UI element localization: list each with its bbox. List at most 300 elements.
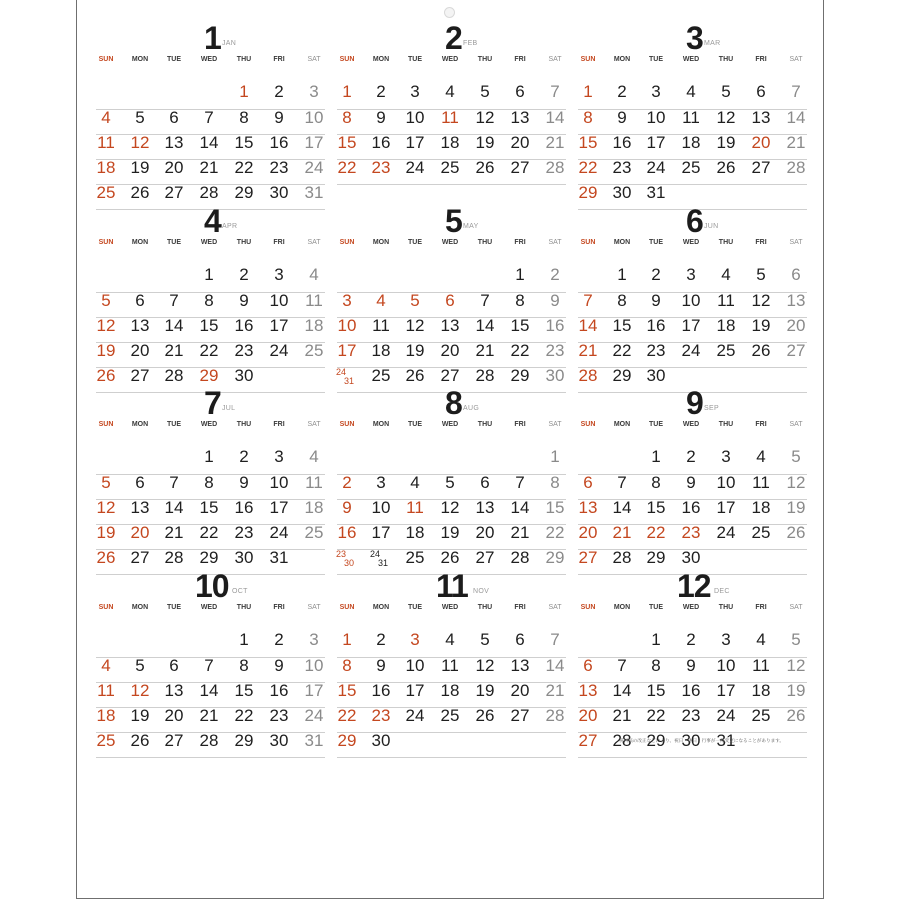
day-cell: 26 — [405, 366, 425, 385]
day-cell: 15 — [337, 133, 357, 152]
day-cell: 7 — [791, 82, 801, 101]
day-cell: 14 — [510, 498, 530, 517]
month-name: NOV — [473, 588, 490, 595]
day-cell: 6 — [445, 291, 455, 310]
day-cell: 14 — [164, 498, 184, 517]
day-cell: 9 — [274, 656, 284, 675]
day-cell: 8 — [651, 656, 661, 675]
month-name: JUL — [222, 405, 236, 412]
day-cell: 14 — [164, 316, 184, 335]
day-cell: 26 — [440, 548, 460, 567]
day-cell: 19 — [475, 133, 495, 152]
day-cell: 19 — [716, 133, 736, 152]
month-name: AUG — [463, 405, 480, 412]
month-feb — [337, 22, 568, 202]
day-cell: 17 — [269, 316, 289, 335]
weekday-label-thu: THU — [718, 56, 734, 63]
day-cell: 12 — [786, 473, 806, 492]
weekday-label-fri: FRI — [514, 239, 526, 246]
day-cell: 30 — [269, 183, 289, 202]
day-cell: 1 — [617, 265, 627, 284]
week-divider — [96, 367, 325, 368]
weekday-label-mon: MON — [372, 421, 390, 428]
day-cell: 16 — [337, 523, 357, 542]
day-cell: 3 — [686, 265, 696, 284]
day-cell: 15 — [646, 498, 666, 517]
month-jun — [578, 205, 809, 385]
day-cell: 6 — [135, 473, 145, 492]
day-cell: 24 — [716, 523, 736, 542]
day-number: 31 — [378, 558, 389, 568]
day-cell: 14 — [545, 656, 565, 675]
week-divider — [96, 109, 325, 110]
day-cell: 25 — [371, 366, 391, 385]
day-cell: 14 — [199, 133, 219, 152]
day-cell: 3 — [410, 82, 420, 101]
day-cell: 14 — [612, 681, 632, 700]
day-cell: 12 — [716, 108, 736, 127]
day-cell: 6 — [583, 656, 593, 675]
day-cell: 8 — [651, 473, 661, 492]
day-cell: 17 — [371, 523, 391, 542]
month-header — [337, 22, 568, 54]
weekday-label-tue: TUE — [167, 604, 181, 611]
day-cell: 10 — [405, 108, 425, 127]
day-cell: 18 — [405, 523, 425, 542]
day-cell: 21 — [545, 133, 565, 152]
weekday-label-tue: TUE — [649, 56, 663, 63]
month-mar — [578, 22, 809, 202]
weekday-label-sat: SAT — [548, 239, 562, 246]
day-cell: 30 — [234, 366, 254, 385]
day-cell: 23 — [612, 158, 632, 177]
day-cell: 10 — [681, 291, 701, 310]
day-cell: 8 — [550, 473, 560, 492]
day-cell: 6 — [791, 265, 801, 284]
day-cell: 14 — [612, 498, 632, 517]
weekday-label-mon: MON — [131, 421, 149, 428]
week-divider — [578, 317, 807, 318]
day-cell: 23 — [234, 523, 254, 542]
day-cell: 28 — [786, 158, 806, 177]
weekday-label-thu: THU — [718, 421, 734, 428]
day-cell: 11 — [305, 291, 323, 310]
day-cell: 14 — [199, 681, 219, 700]
weekday-label-sat: SAT — [307, 421, 321, 428]
day-cell: 2 — [274, 82, 284, 101]
day-cell: 29 — [646, 548, 666, 567]
hanging-hole — [444, 7, 455, 18]
day-cell: 28 — [612, 731, 632, 750]
week-divider — [337, 292, 566, 293]
month-number: 8 — [445, 385, 462, 421]
day-cell: 5 — [791, 630, 801, 649]
day-cell: 3 — [376, 473, 386, 492]
day-cell: 10 — [646, 108, 666, 127]
week-divider — [96, 732, 325, 733]
day-cell: 25 — [440, 706, 460, 725]
day-number: 24 — [336, 367, 347, 377]
day-cell: 3 — [721, 630, 731, 649]
day-cell: 20 — [475, 523, 495, 542]
day-cell: 25 — [716, 341, 736, 360]
day-cell: 7 — [480, 291, 490, 310]
month-jul — [96, 387, 327, 567]
day-cell: 16 — [681, 498, 701, 517]
day-cell: 27 — [751, 158, 771, 177]
week-divider — [337, 499, 566, 500]
month-name: OCT — [232, 588, 248, 595]
day-cell: 20 — [578, 523, 598, 542]
weekday-label-sat: SAT — [548, 56, 562, 63]
day-cell: 22 — [337, 706, 357, 725]
day-cell: 15 — [510, 316, 530, 335]
day-cell: 25 — [304, 341, 324, 360]
day-cell: 28 — [510, 548, 530, 567]
month-jan — [96, 22, 327, 202]
month-name: JUN — [704, 223, 719, 230]
day-cell: 3 — [309, 630, 319, 649]
day-cell: 28 — [164, 366, 184, 385]
day-cell: 17 — [646, 133, 666, 152]
day-cell: 21 — [545, 681, 565, 700]
day-cell-shared — [336, 548, 358, 570]
month-header — [96, 205, 327, 237]
day-cell: 5 — [135, 656, 145, 675]
week-divider — [337, 732, 566, 733]
day-cell: 25 — [440, 158, 460, 177]
day-cell: 13 — [440, 316, 460, 335]
day-cell: 16 — [371, 133, 391, 152]
day-cell: 29 — [578, 183, 598, 202]
day-cell: 4 — [721, 265, 731, 284]
day-cell: 10 — [716, 656, 736, 675]
day-cell: 18 — [751, 681, 771, 700]
day-cell: 23 — [269, 706, 289, 725]
week-divider — [578, 757, 807, 758]
day-cell: 26 — [96, 366, 116, 385]
day-cell: 14 — [545, 108, 565, 127]
day-cell: 24 — [405, 158, 425, 177]
day-cell: 10 — [304, 656, 324, 675]
weekday-label-thu: THU — [477, 421, 493, 428]
weekday-label-wed: WED — [441, 56, 459, 63]
day-cell: 8 — [239, 656, 249, 675]
day-cell: 12 — [130, 681, 150, 700]
day-cell: 19 — [130, 706, 150, 725]
day-cell: 1 — [342, 82, 352, 101]
weekday-label-fri: FRI — [273, 421, 285, 428]
day-cell: 8 — [617, 291, 627, 310]
day-cell: 4 — [410, 473, 420, 492]
day-cell: 22 — [510, 341, 530, 360]
day-cell: 2 — [342, 473, 352, 492]
day-cell: 11 — [97, 133, 115, 152]
day-cell: 6 — [515, 630, 525, 649]
day-cell: 27 — [510, 706, 530, 725]
day-cell: 30 — [545, 366, 565, 385]
day-cell: 3 — [309, 82, 319, 101]
day-cell: 5 — [480, 82, 490, 101]
weekday-label-wed: WED — [441, 239, 459, 246]
week-divider — [578, 549, 807, 550]
day-cell: 24 — [304, 158, 324, 177]
month-header — [96, 387, 327, 419]
day-cell: 19 — [96, 523, 116, 542]
week-divider — [337, 474, 566, 475]
weekday-label-sun: SUN — [339, 421, 355, 428]
weekday-label-mon: MON — [372, 56, 390, 63]
weekday-label-sun: SUN — [339, 604, 355, 611]
day-cell: 12 — [475, 656, 495, 675]
day-cell: 22 — [646, 706, 666, 725]
day-cell: 1 — [515, 265, 525, 284]
day-cell: 7 — [204, 656, 214, 675]
weekday-label-tue: TUE — [408, 239, 422, 246]
day-cell: 26 — [751, 341, 771, 360]
day-cell: 21 — [475, 341, 495, 360]
day-number: 23 — [336, 549, 347, 559]
day-cell: 9 — [376, 656, 386, 675]
day-cell: 21 — [199, 706, 219, 725]
day-cell: 9 — [376, 108, 386, 127]
holiday-footnote: 祝日法の改正などにより、祝日・休日・行事が一部変更になることがあります。 — [619, 738, 785, 743]
day-cell: 7 — [204, 108, 214, 127]
day-cell: 25 — [96, 183, 116, 202]
week-divider — [96, 524, 325, 525]
day-cell: 16 — [681, 681, 701, 700]
day-cell: 19 — [440, 523, 460, 542]
weekday-label-sun: SUN — [98, 421, 114, 428]
weekday-label-sat: SAT — [789, 604, 803, 611]
day-cell: 28 — [545, 158, 565, 177]
day-cell: 14 — [475, 316, 495, 335]
day-cell: 11 — [717, 291, 735, 310]
day-cell: 6 — [480, 473, 490, 492]
day-cell: 28 — [164, 548, 184, 567]
day-cell: 19 — [96, 341, 116, 360]
month-oct — [96, 570, 327, 750]
month-name: JAN — [222, 40, 237, 47]
day-cell: 2 — [617, 82, 627, 101]
day-cell: 16 — [646, 316, 666, 335]
week-divider — [96, 549, 325, 550]
day-cell: 11 — [305, 473, 323, 492]
day-cell: 11 — [441, 108, 459, 127]
week-divider — [96, 184, 325, 185]
day-cell: 4 — [101, 108, 111, 127]
weekday-label-sat: SAT — [789, 56, 803, 63]
weekday-label-fri: FRI — [514, 421, 526, 428]
day-cell: 4 — [309, 265, 319, 284]
day-cell: 2 — [651, 265, 661, 284]
week-divider — [578, 524, 807, 525]
week-divider — [337, 682, 566, 683]
month-number: 5 — [445, 203, 462, 239]
month-number: 11 — [436, 568, 468, 604]
day-cell: 3 — [274, 265, 284, 284]
day-cell: 5 — [410, 291, 420, 310]
day-cell: 7 — [515, 473, 525, 492]
day-cell: 2 — [274, 630, 284, 649]
month-number: 3 — [686, 20, 703, 56]
day-cell: 7 — [550, 630, 560, 649]
day-cell: 21 — [578, 341, 598, 360]
day-cell: 16 — [269, 681, 289, 700]
day-cell: 18 — [440, 133, 460, 152]
day-cell: 27 — [578, 731, 598, 750]
day-cell: 18 — [304, 498, 324, 517]
day-cell: 1 — [583, 82, 593, 101]
day-cell: 15 — [337, 681, 357, 700]
day-cell: 5 — [135, 108, 145, 127]
day-cell: 3 — [721, 447, 731, 466]
weekday-label-sat: SAT — [307, 56, 321, 63]
day-cell: 10 — [405, 656, 425, 675]
day-cell: 24 — [269, 341, 289, 360]
day-cell: 13 — [786, 291, 806, 310]
day-cell: 28 — [199, 183, 219, 202]
weekday-label-sun: SUN — [339, 239, 355, 246]
week-divider — [337, 367, 566, 368]
day-cell: 17 — [716, 498, 736, 517]
week-divider — [578, 292, 807, 293]
weekday-label-tue: TUE — [408, 421, 422, 428]
weekday-label-fri: FRI — [273, 604, 285, 611]
day-cell: 11 — [752, 473, 770, 492]
day-cell: 21 — [786, 133, 806, 152]
month-name: APR — [222, 223, 238, 230]
weekday-label-fri: FRI — [755, 56, 767, 63]
day-cell: 6 — [583, 473, 593, 492]
day-cell: 12 — [96, 498, 116, 517]
day-cell: 1 — [550, 447, 560, 466]
weekday-label-sun: SUN — [580, 604, 596, 611]
day-cell: 28 — [578, 366, 598, 385]
week-divider — [578, 342, 807, 343]
day-cell: 2 — [376, 82, 386, 101]
day-cell: 30 — [234, 548, 254, 567]
day-cell: 18 — [751, 498, 771, 517]
month-number: 2 — [445, 20, 462, 56]
month-number: 6 — [686, 203, 703, 239]
day-cell: 29 — [199, 366, 219, 385]
weekday-label-mon: MON — [613, 56, 631, 63]
day-cell: 18 — [371, 341, 391, 360]
week-divider — [578, 657, 807, 658]
weekday-label-mon: MON — [613, 604, 631, 611]
day-cell: 23 — [371, 706, 391, 725]
month-name: MAY — [463, 223, 479, 230]
day-cell: 17 — [304, 681, 324, 700]
day-cell: 22 — [234, 158, 254, 177]
weekday-label-sat: SAT — [307, 239, 321, 246]
weekday-label-thu: THU — [236, 421, 252, 428]
day-cell: 27 — [475, 548, 495, 567]
day-cell: 16 — [269, 133, 289, 152]
day-cell: 7 — [617, 656, 627, 675]
day-cell: 6 — [756, 82, 766, 101]
day-cell: 15 — [234, 133, 254, 152]
weekday-label-mon: MON — [372, 604, 390, 611]
week-divider — [337, 159, 566, 160]
week-divider — [96, 474, 325, 475]
day-cell: 13 — [164, 133, 184, 152]
day-cell: 14 — [786, 108, 806, 127]
day-cell: 12 — [130, 133, 150, 152]
weekday-label-sun: SUN — [580, 421, 596, 428]
day-cell: 15 — [234, 681, 254, 700]
day-cell: 25 — [405, 548, 425, 567]
weekday-label-fri: FRI — [273, 239, 285, 246]
day-cell: 15 — [199, 316, 219, 335]
day-cell: 9 — [686, 473, 696, 492]
day-cell: 30 — [612, 183, 632, 202]
day-cell: 7 — [169, 291, 179, 310]
day-cell: 9 — [342, 498, 352, 517]
day-cell: 28 — [612, 548, 632, 567]
month-header — [337, 387, 568, 419]
day-cell: 28 — [199, 731, 219, 750]
day-cell: 17 — [304, 133, 324, 152]
weekday-label-wed: WED — [200, 56, 218, 63]
day-cell: 20 — [751, 133, 771, 152]
day-cell: 5 — [791, 447, 801, 466]
day-cell: 28 — [475, 366, 495, 385]
month-header — [337, 205, 568, 237]
week-divider — [578, 159, 807, 160]
day-cell: 8 — [342, 108, 352, 127]
day-cell: 19 — [405, 341, 425, 360]
day-cell: 1 — [342, 630, 352, 649]
day-cell: 4 — [309, 447, 319, 466]
day-cell: 2 — [686, 630, 696, 649]
weekday-label-thu: THU — [236, 56, 252, 63]
weekday-label-wed: WED — [441, 421, 459, 428]
day-cell: 29 — [510, 366, 530, 385]
weekday-label-thu: THU — [718, 604, 734, 611]
day-cell: 11 — [97, 681, 115, 700]
day-cell: 10 — [304, 108, 324, 127]
week-divider — [578, 367, 807, 368]
day-cell: 28 — [545, 706, 565, 725]
day-cell: 25 — [96, 731, 116, 750]
day-cell: 22 — [199, 341, 219, 360]
day-cell: 20 — [578, 706, 598, 725]
day-cell: 31 — [716, 731, 736, 750]
day-cell: 2 — [686, 447, 696, 466]
day-cell: 12 — [751, 291, 771, 310]
day-cell: 9 — [274, 108, 284, 127]
month-name: DEC — [714, 588, 730, 595]
day-cell: 27 — [440, 366, 460, 385]
day-cell: 26 — [130, 183, 150, 202]
day-cell: 9 — [617, 108, 627, 127]
day-cell: 23 — [234, 341, 254, 360]
day-cell: 6 — [169, 656, 179, 675]
day-cell: 8 — [515, 291, 525, 310]
day-cell: 29 — [612, 366, 632, 385]
month-number: 7 — [204, 385, 221, 421]
day-cell: 27 — [130, 366, 150, 385]
month-apr — [96, 205, 327, 385]
day-cell: 10 — [337, 316, 357, 335]
day-cell: 7 — [583, 291, 593, 310]
week-divider — [337, 549, 566, 550]
day-cell: 19 — [130, 158, 150, 177]
day-cell: 10 — [716, 473, 736, 492]
weekday-label-tue: TUE — [649, 421, 663, 428]
